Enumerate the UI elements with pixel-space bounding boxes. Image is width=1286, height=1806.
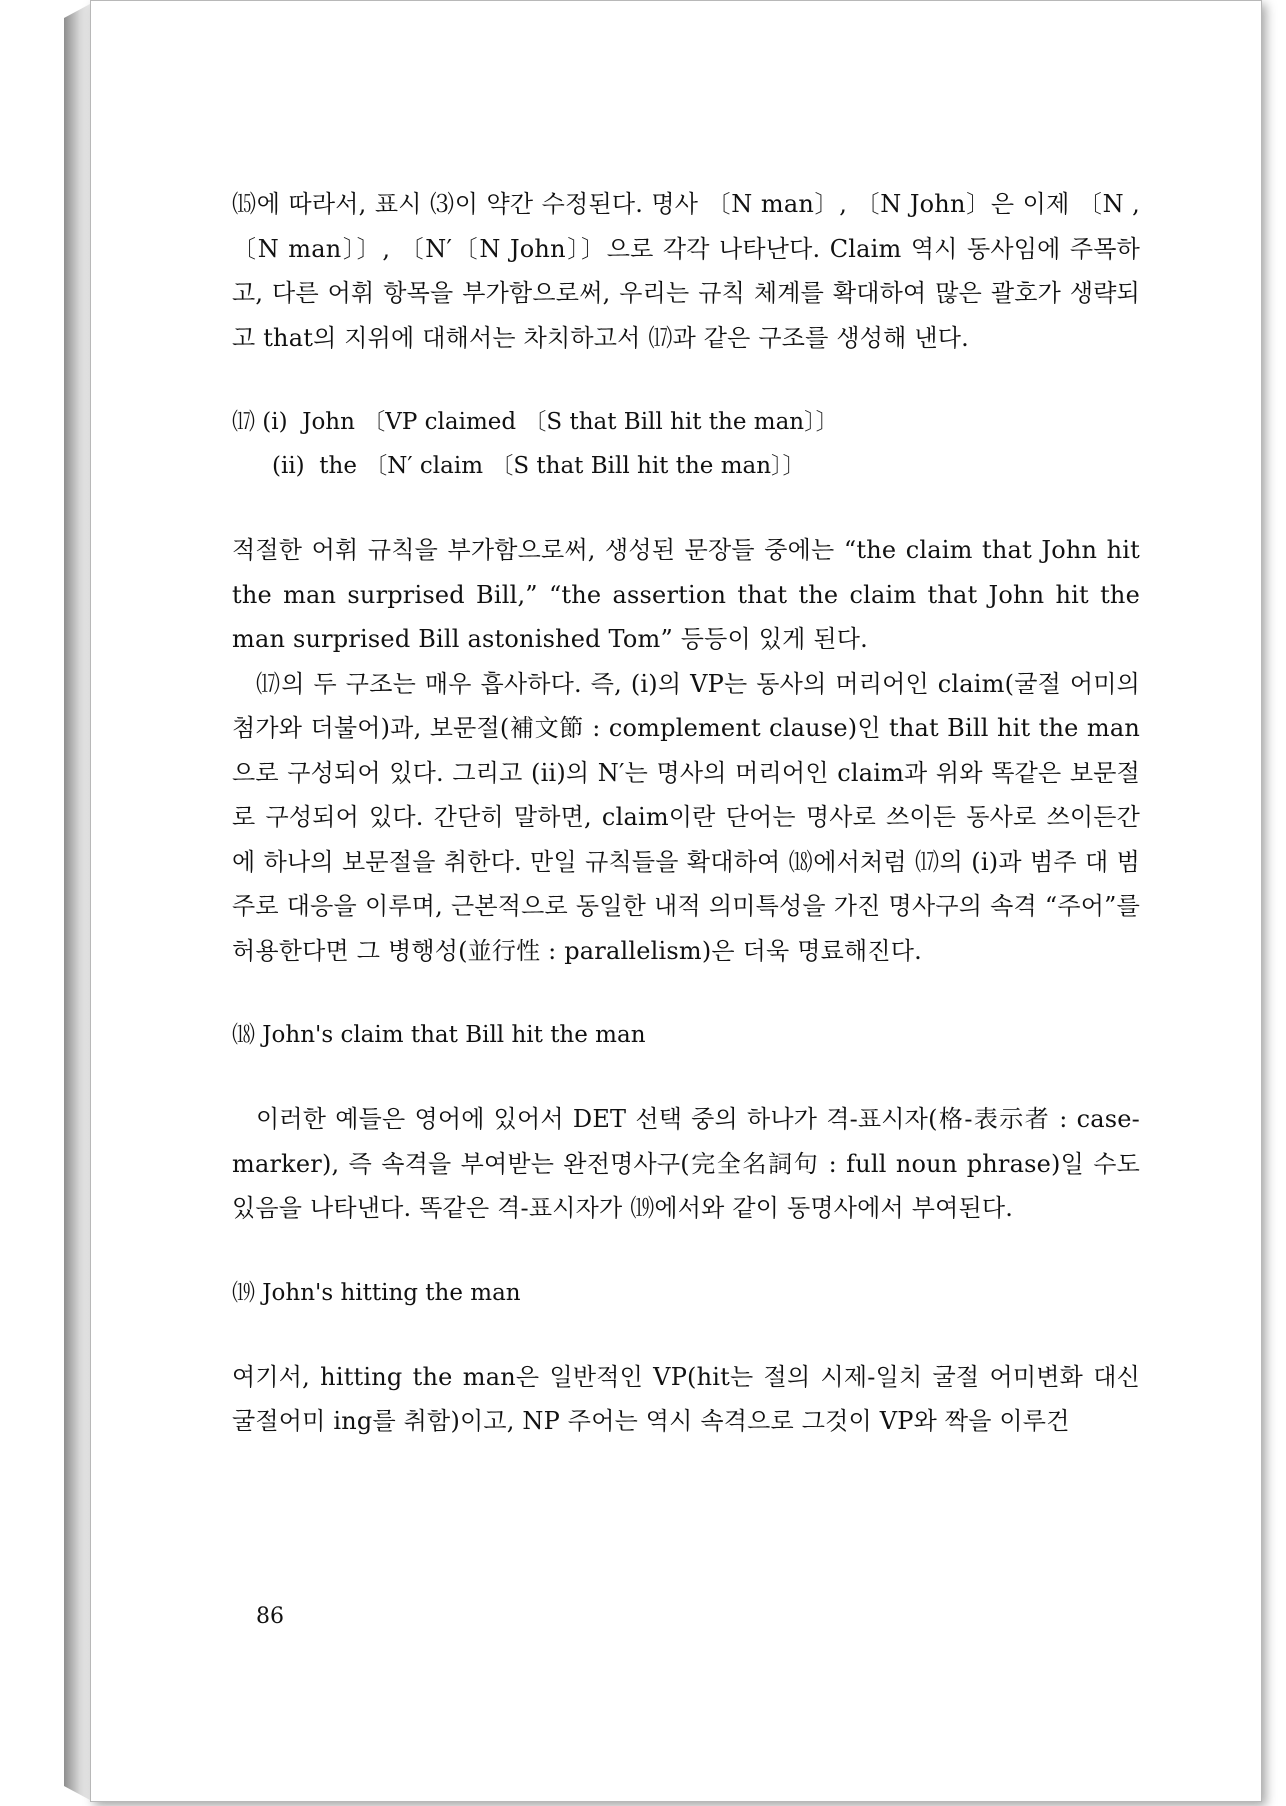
paragraph-5: 여기서, hitting the man은 일반적인 VP(hit는 절의 시제-일치 굴절 어미변화 대신 굴절어미 ing를 취함)이고, NP 주어는 역시 속격으로 그것이 VP와 짝을 이루건 (232, 1362, 1140, 1435)
page-body (232, 182, 1140, 1444)
paragraph-1: ⒂에 따라서, 표시 ⑶이 약간 수정된다. 명사 〔N man〕, 〔N John〕은 이제 〔N ,〔N man〕〕, 〔N′〔N John〕〕으로 각각 나타난다. Claim 역시 동사임에 주목하고, 다른 어휘 항목을 부가함으로써, 우리는 규칙 체계를 확대하여 많은 괄호가 생략되고 that의 지위에 대해서는 차치하고서 ⒄과 같은 구조를 생성해 낸다. (232, 190, 1140, 352)
paragraph-4: 이러한 예들은 영어에 있어서 DET 선택 중의 하나가 격-표시자(格-表示者 : case-marker), 즉 속격을 부여받는 완전명사구(完全名詞句 : full noun phrase)일 수도 있음을 나타낸다. 똑같은 격-표시자가 ⒆에서와 같이 동명사에서 부여된다. (232, 1105, 1140, 1222)
example-19: ⒆ John's hitting the man (232, 1279, 521, 1306)
page-number: 86 (256, 1604, 284, 1629)
paragraph-2: 적절한 어휘 규칙을 부가함으로써, 생성된 문장들 중에는 “the claim that John hit the man surprised Bill,” “the assertion that the claim that John hit the man surprised Bill astonished Tom” 등등이 있게 된다. (232, 536, 1140, 653)
example-17-i: ⒄ (i) John 〔VP claimed 〔S that Bill hit the man〕〕 (232, 409, 839, 435)
example-17-ii: (ii) the 〔N′ claim 〔S that Bill hit the man〕〕 (272, 453, 806, 479)
paragraph-3: ⒄의 두 구조는 매우 흡사하다. 즉, (i)의 VP는 동사의 머리어인 claim(굴절 어미의 첨가와 더불어)과, 보문절(補文節 : complement clause)인 that Bill hit the man으로 구성되어 있다. 그리고 (ii)의 N′는 명사의 머리어인 claim과 위와 똑같은 보문절로 구성되어 있다. 간단히 말하면, claim이란 단어는 명사로 쓰이든 동사로 쓰이든간에 하나의 보문절을 취한다. 만일 규칙들을 확대하여 ⒅에서처럼 ⒄의 (i)과 범주 대 범주로 대응을 이루며, 근본적으로 동일한 내적 의미특성을 가진 명사구의 속격 “주어”를 허용한다면 그 병행성(並行性 : parallelism)은 더욱 명료해진다. (232, 669, 1140, 965)
book-spine (64, 4, 90, 1800)
example-18: ⒅ John's claim that Bill hit the man (232, 1022, 646, 1048)
